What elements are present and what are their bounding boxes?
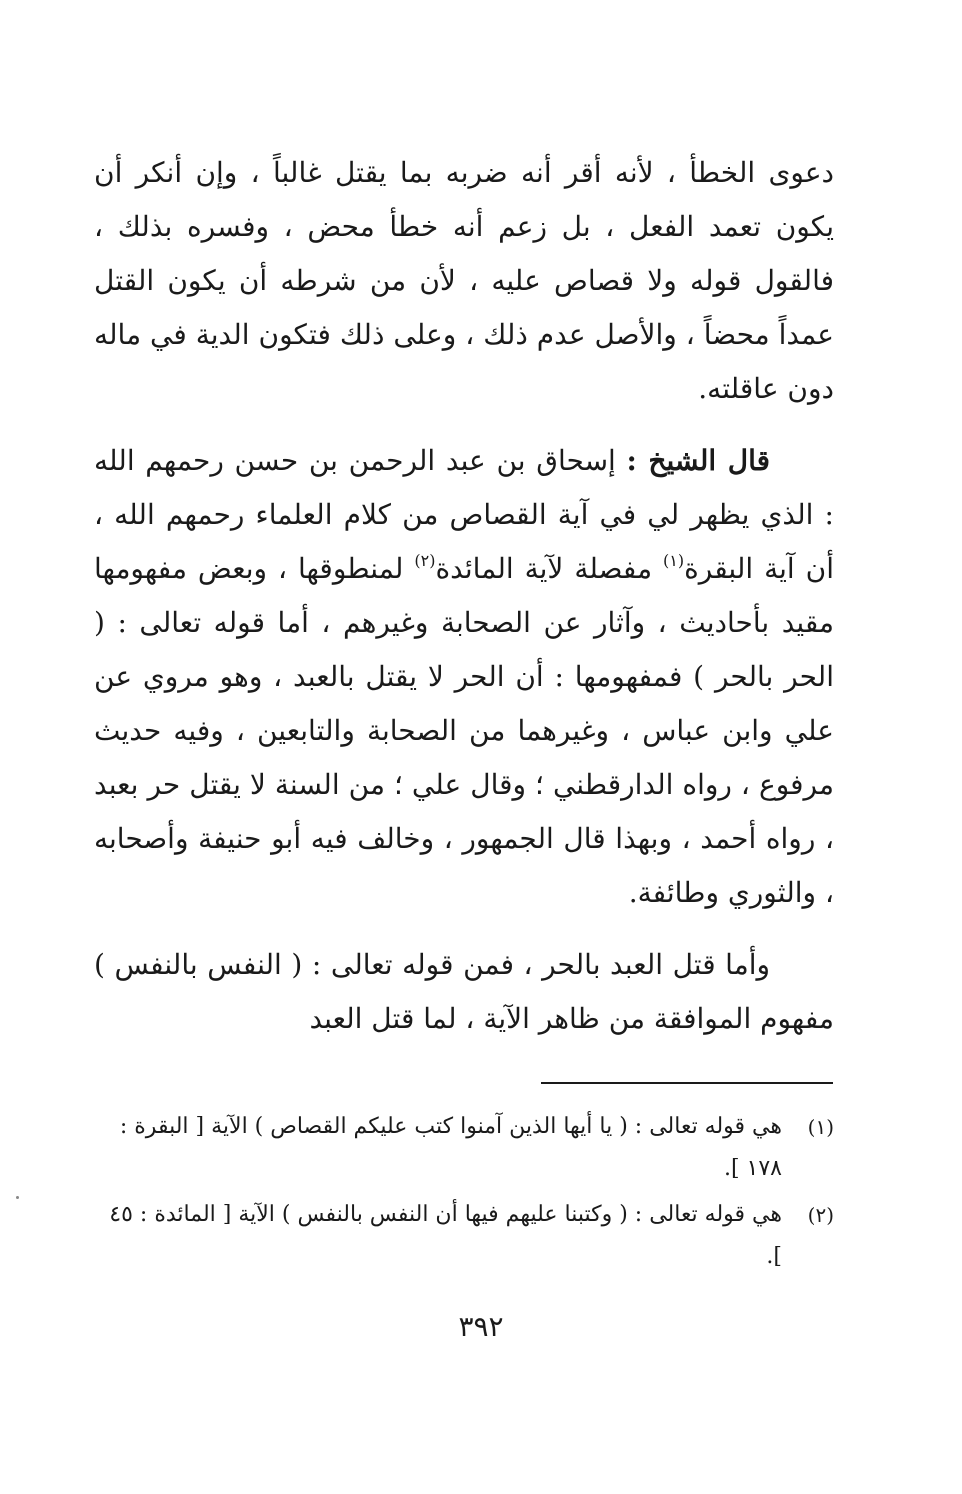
footnote-text: هي قوله تعالى : ( يا أيها الذين آمنوا كتب عليكم القصاص ) الآية [ البقرة : ١٧٨ ].: [119, 1114, 782, 1181]
paragraph-3: وأما قتل العبد بالحر ، فمن قوله تعالى : ( النفس بالنفس ) مفهوم الموافقة من ظاهر الآية ، لما قتل العبد: [94, 948, 834, 1035]
footnote-2: [94, 1194, 834, 1278]
footnote-number: (١): [807, 1115, 834, 1139]
paragraph-2: [94, 434, 834, 920]
footnote-1: [94, 1106, 834, 1190]
speaker-label: قال الشيخ :: [626, 444, 771, 477]
paragraph-2-part-3: لمنطوقها ، وبعض مفهومها مقيد بأحاديث ، وآثار عن الصحابة وغيرهم ، أما قوله تعالى : ( الحر بالحر ) فمفهومها : أن الحر لا يقتل بالعبد ، وهو مروي عن علي وابن عباس ، وغيرهما من الصحابة والتابعين ، وفيه حديث مرفوع ، رواه الدارقطني ؛ وقال علي ؛ من السنة لا يقتل حر بعبد ، رواه أحمد ، وبهذا قال الجمهور ، وخالف فيه أبو حنيفة وأصحابه ، والثوري وطائفة.: [94, 552, 834, 909]
footnotes: [94, 1106, 834, 1282]
paragraph-2-part-1: إسحاق بن عبد الرحمن بن حسن رحمهم الله : الذي يظهر لي في آية القصاص من كلام العلماء رحمهم الله ، أن آية البقرة: [94, 444, 835, 585]
paragraph-2-part-2: مفصلة لآية المائدة: [435, 552, 664, 585]
footnote-ref-2: (٢): [414, 551, 436, 570]
paragraph-1: دعوى الخطأ ، لأنه أقر أنه ضربه بما يقتل غالباً ، وإن أنكر أن يكون تعمد الفعل ، بل زعم أنه خطأ محض ، وفسره بذلك ، فالقول قوله ولا قصاص عليه ، لأن من شرطه أن يكون القتل عمداً محضاً ، والأصل عدم ذلك ، وعلى ذلك فتكون الدية في ماله دون عاقلته.: [94, 156, 834, 405]
footnote-text: هي قوله تعالى : ( وكتبنا عليهم فيها أن النفس بالنفس ) الآية [ المائدة : ٤٥ ].: [109, 1202, 782, 1269]
footnote-ref-1: (١): [663, 551, 685, 570]
footnote-number: (٢): [807, 1203, 834, 1227]
main-text: [94, 146, 834, 1064]
scan-speck: [16, 1196, 19, 1199]
page-number: ٣٩٢: [458, 1310, 504, 1343]
footnote-separator: [541, 1082, 833, 1084]
